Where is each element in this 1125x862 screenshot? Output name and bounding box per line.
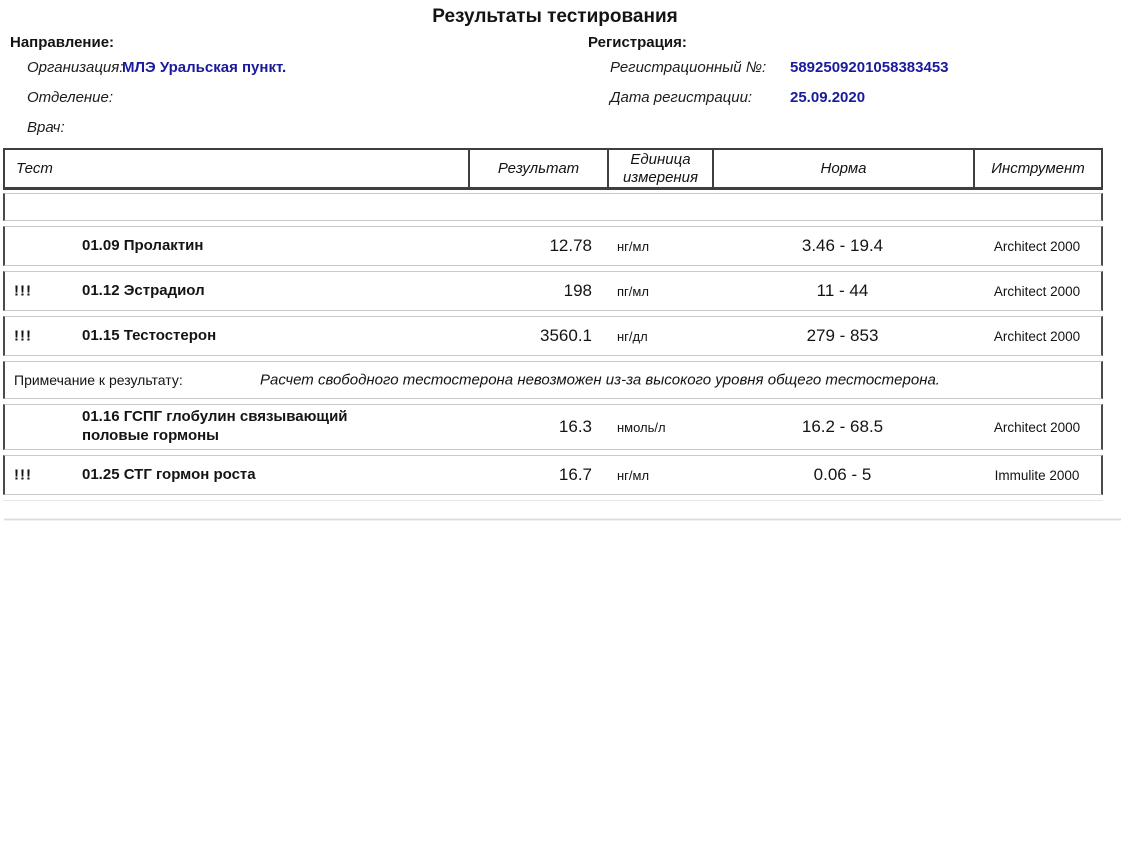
empty-row bbox=[3, 193, 1103, 221]
table-row-prolactin bbox=[3, 226, 1103, 266]
norm-range: 11 - 44 bbox=[816, 281, 869, 300]
result-value: 198 bbox=[563, 281, 592, 300]
doctor-label: Врач: bbox=[27, 119, 65, 136]
table-header-row bbox=[3, 148, 1103, 190]
note-text: Расчет свободного тестостерона невозможен из-за высокого уровня общего тестостерона. bbox=[260, 371, 940, 389]
norm-range: 0.06 - 5 bbox=[813, 465, 872, 484]
organization-value: МЛЭ Уральская пункт. bbox=[122, 59, 287, 76]
instrument-name: Architect 2000 bbox=[993, 283, 1081, 299]
norm-range: 3.46 - 19.4 bbox=[801, 236, 884, 255]
table-row-estradiol bbox=[3, 271, 1103, 311]
registration-heading: Регистрация: bbox=[588, 34, 687, 51]
result-value: 12.78 bbox=[549, 236, 592, 255]
result-value: 16.7 bbox=[558, 465, 592, 484]
organization-label: Организация: bbox=[27, 59, 124, 76]
unit-value: пг/мл bbox=[617, 283, 649, 299]
test-name: 01.12 Эстрадиол bbox=[82, 281, 205, 299]
direction-heading: Направление: bbox=[10, 34, 115, 51]
col-header-result: Результат bbox=[468, 150, 607, 187]
norm-range: 279 - 853 bbox=[806, 326, 879, 345]
registration-number-field bbox=[588, 59, 1118, 89]
test-name: 01.16 ГСПГ глобулин связывающий половые гормоны bbox=[82, 408, 348, 444]
result-value: 3560.1 bbox=[540, 326, 592, 345]
organization-field bbox=[10, 59, 570, 89]
col-header-instrument: Инструмент bbox=[973, 150, 1101, 187]
table-row-testosterone bbox=[3, 316, 1103, 356]
registration-date-label: Дата регистрации: bbox=[610, 89, 753, 106]
result-note-row bbox=[3, 361, 1103, 399]
unit-value: нг/дл bbox=[617, 328, 648, 344]
registration-section bbox=[588, 34, 1118, 119]
instrument-name: Architect 2000 bbox=[993, 419, 1081, 435]
test-name: 01.09 Пролактин bbox=[82, 236, 204, 254]
page-title: Результаты тестирования bbox=[432, 6, 678, 27]
page-section-divider bbox=[4, 518, 1121, 521]
note-label: Примечание к результату: bbox=[14, 372, 183, 388]
department-label: Отделение: bbox=[27, 89, 114, 106]
department-field bbox=[10, 89, 570, 119]
registration-date-field bbox=[588, 89, 1118, 119]
col-header-unit: Единица измерения bbox=[607, 150, 712, 187]
registration-date-value: 25.09.2020 bbox=[790, 89, 866, 106]
norm-range: 16.2 - 68.5 bbox=[801, 417, 884, 436]
unit-value: нмоль/л bbox=[617, 419, 666, 435]
table-row-growth-hormone bbox=[3, 455, 1103, 495]
test-name: 01.15 Тестостерон bbox=[82, 326, 217, 344]
doctor-field bbox=[10, 119, 570, 149]
unit-value: нг/мл bbox=[617, 238, 650, 254]
table-end-line bbox=[3, 500, 1103, 501]
unit-value: нг/мл bbox=[617, 467, 650, 483]
abnormal-flag: !!! bbox=[14, 466, 32, 484]
results-table bbox=[3, 148, 1103, 495]
table-row-shbg bbox=[3, 404, 1103, 450]
abnormal-flag: !!! bbox=[14, 282, 32, 300]
direction-section bbox=[10, 34, 570, 149]
instrument-name: Immulite 2000 bbox=[994, 467, 1080, 483]
instrument-name: Architect 2000 bbox=[993, 238, 1081, 254]
registration-number-label: Регистрационный №: bbox=[610, 59, 767, 76]
col-header-norm: Норма bbox=[712, 150, 973, 187]
instrument-name: Architect 2000 bbox=[993, 328, 1081, 344]
test-name: 01.25 СТГ гормон роста bbox=[82, 465, 256, 483]
col-header-test: Тест bbox=[16, 159, 53, 177]
abnormal-flag: !!! bbox=[14, 327, 32, 345]
registration-number-value: 5892509201058383453 bbox=[790, 59, 949, 76]
result-value: 16.3 bbox=[558, 417, 592, 436]
